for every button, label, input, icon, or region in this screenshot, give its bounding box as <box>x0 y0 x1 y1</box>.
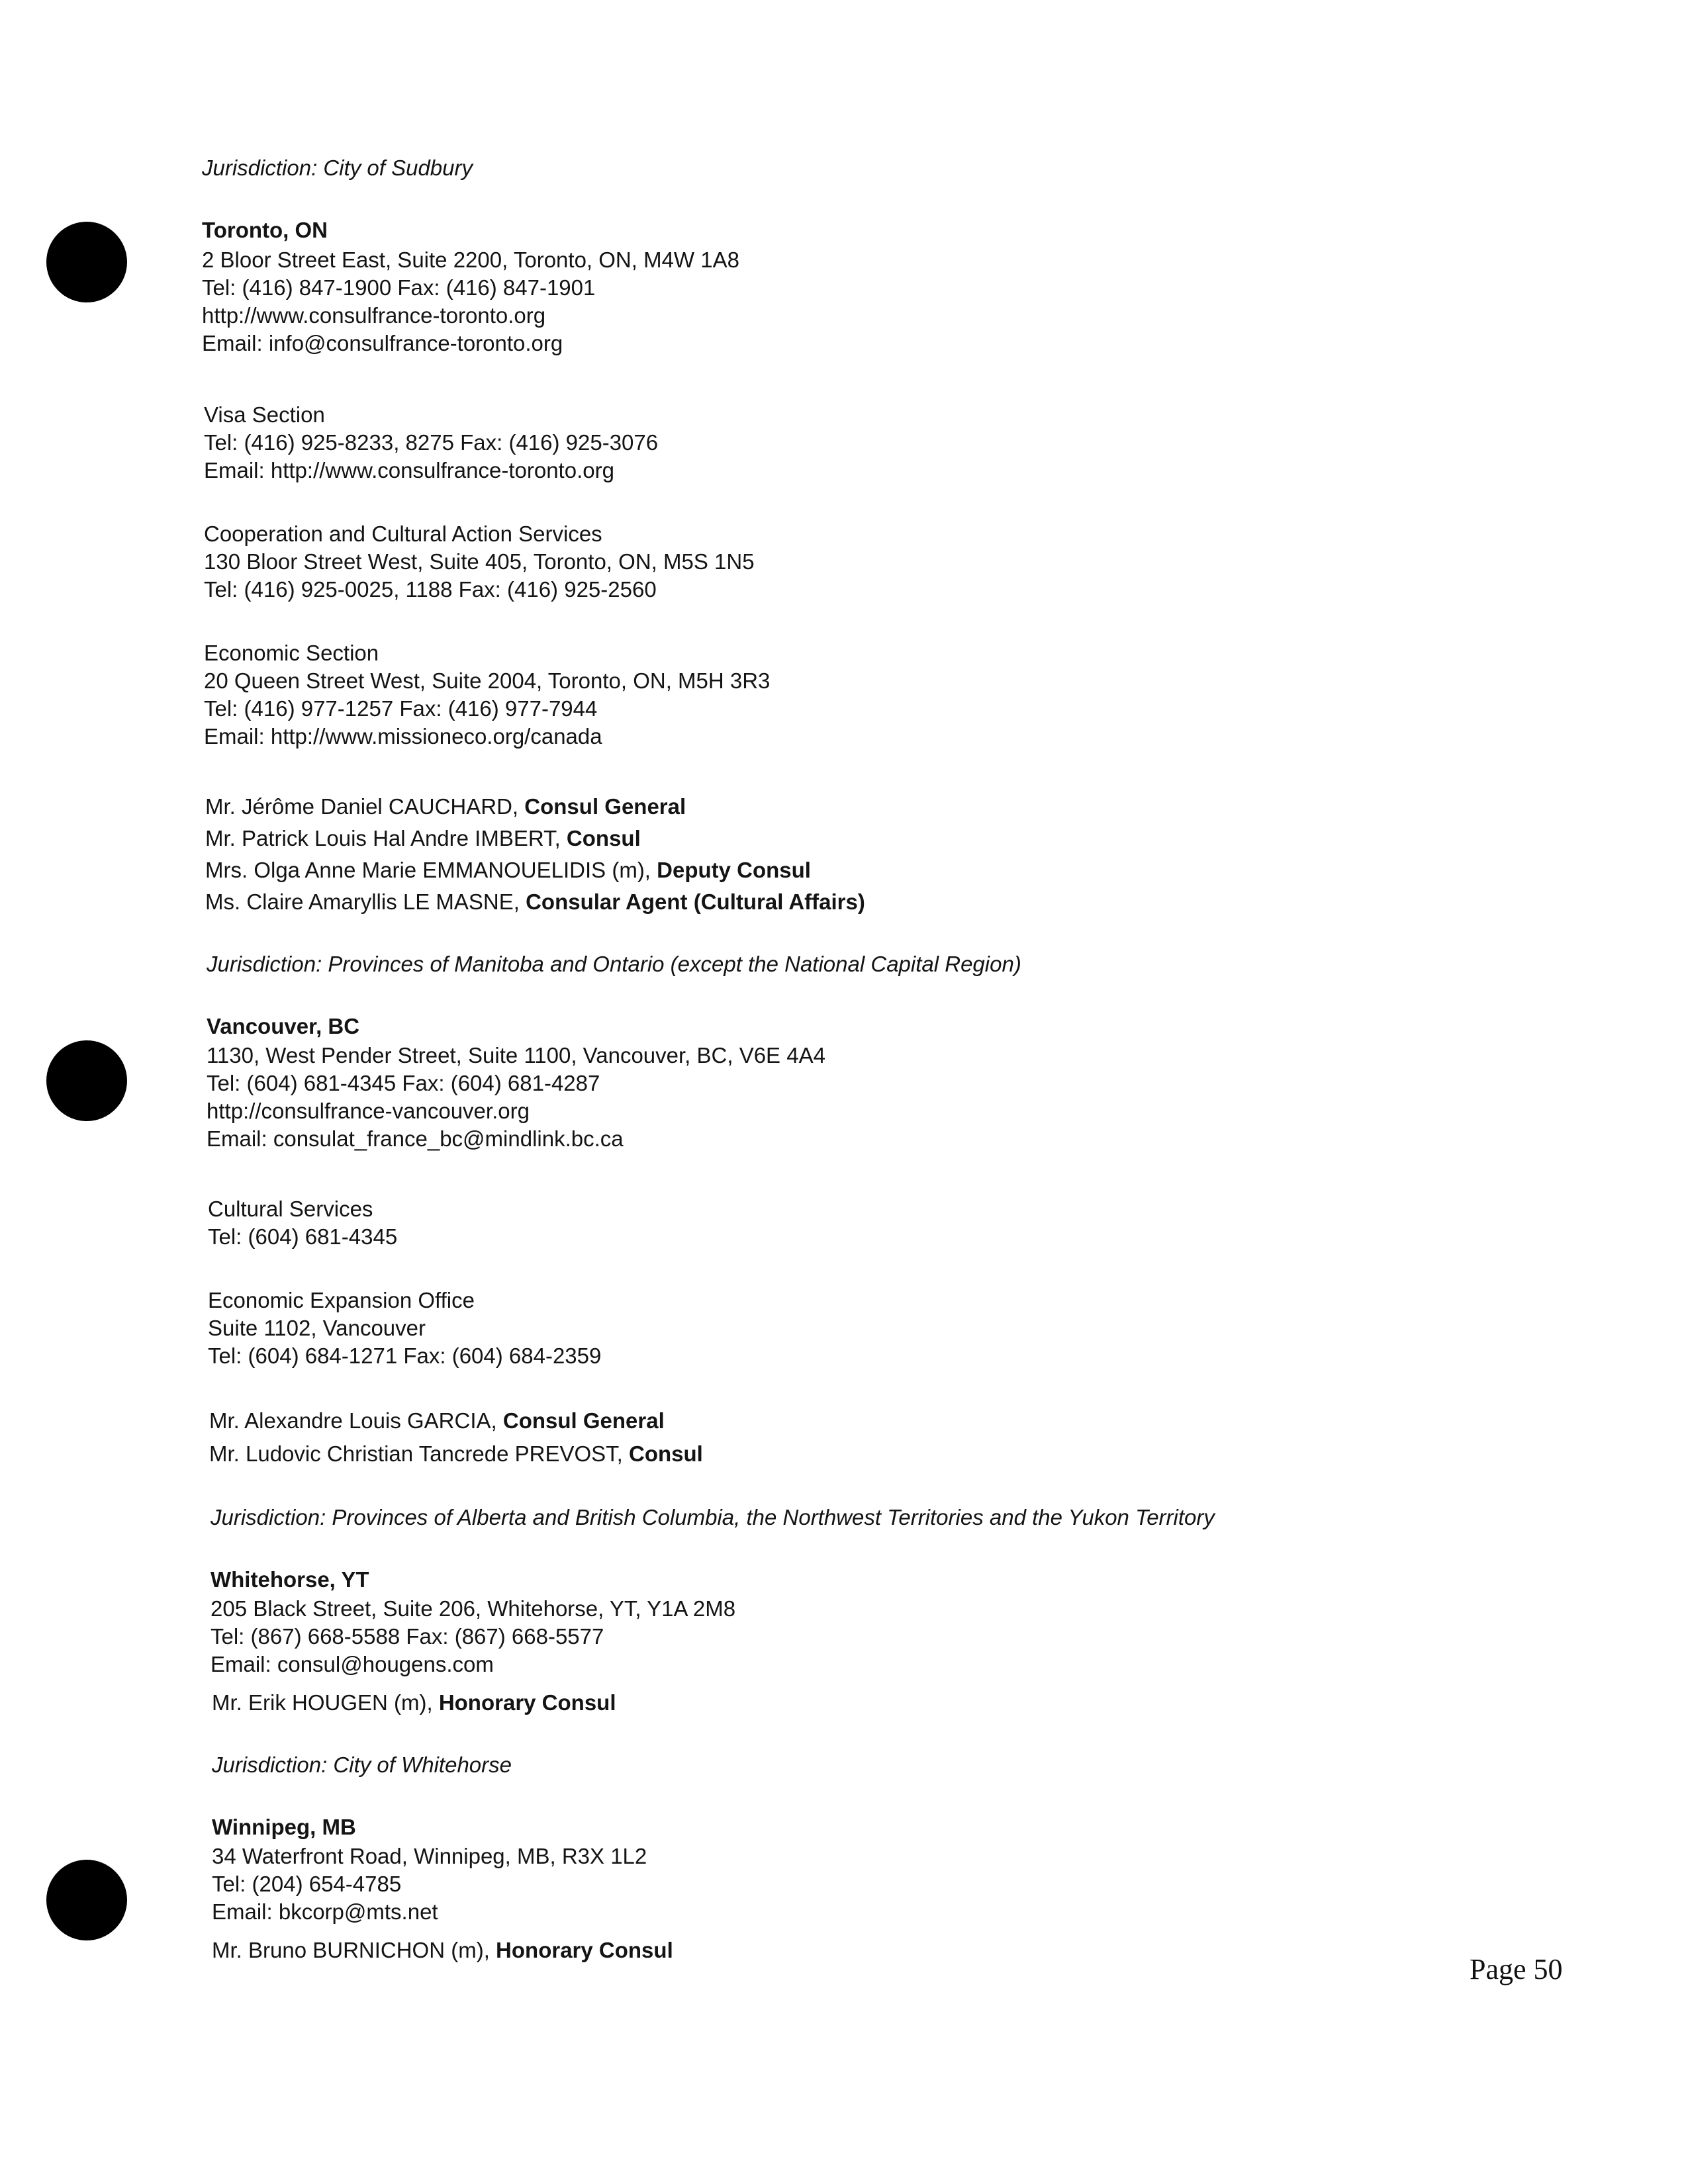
staff-name: Mr. Erik HOUGEN (m), <box>212 1690 439 1715</box>
staff-role: Consular Agent (Cultural Affairs) <box>526 889 865 914</box>
toronto-address: 2 Bloor Street East, Suite 2200, Toronto, ON, M4W 1A8 <box>202 248 739 272</box>
staff-entry <box>205 888 865 916</box>
staff-entry <box>212 1936 673 1964</box>
staff-name: Mr. Jérôme Daniel CAUCHARD, <box>205 794 525 819</box>
toronto-economic-email: Email: http://www.missioneco.org/canada <box>204 724 602 749</box>
staff-name: Mr. Bruno BURNICHON (m), <box>212 1938 496 1962</box>
toronto-visa-tel: Tel: (416) 925-8233, 8275 Fax: (416) 925-3076 <box>204 430 659 455</box>
vancouver-email: Email: consulat_france_bc@mindlink.bc.ca <box>207 1126 624 1151</box>
staff-role: Honorary Consul <box>438 1690 616 1715</box>
jurisdiction-toronto: Jurisdiction: Provinces of Manitoba and Ontario (except the National Capital Region) <box>207 952 1021 976</box>
toronto-coop-address: 130 Bloor Street West, Suite 405, Toronto, ON, M5S 1N5 <box>204 549 755 574</box>
staff-role: Deputy Consul <box>657 858 811 882</box>
staff-role: Consul <box>629 1441 703 1466</box>
staff-name: Mrs. Olga Anne Marie EMMANOUELIDIS (m), <box>205 858 657 882</box>
winnipeg-tel: Tel: (204) 654-4785 <box>212 1872 402 1896</box>
staff-entry <box>209 1407 665 1435</box>
staff-entry <box>205 856 811 884</box>
toronto-email: Email: info@consulfrance-toronto.org <box>202 331 563 355</box>
toronto-economic-tel: Tel: (416) 977-1257 Fax: (416) 977-7944 <box>204 696 598 721</box>
toronto-web: http://www.consulfrance-toronto.org <box>202 303 546 328</box>
vancouver-title: Vancouver, BC <box>207 1014 360 1038</box>
winnipeg-address: 34 Waterfront Road, Winnipeg, MB, R3X 1L2 <box>212 1844 647 1868</box>
staff-name: Mr. Patrick Louis Hal Andre IMBERT, <box>205 826 567 850</box>
jurisdiction-whitehorse: Jurisdiction: City of Whitehorse <box>212 1752 512 1777</box>
toronto-tel: Tel: (416) 847-1900 Fax: (416) 847-1901 <box>202 275 596 300</box>
staff-name: Mr. Ludovic Christian Tancrede PREVOST, <box>209 1441 629 1466</box>
staff-name: Ms. Claire Amaryllis LE MASNE, <box>205 889 526 914</box>
toronto-coop-tel: Tel: (416) 925-0025, 1188 Fax: (416) 925-2560 <box>204 577 657 602</box>
winnipeg-email: Email: bkcorp@mts.net <box>212 1899 438 1924</box>
toronto-title: Toronto, ON <box>202 218 328 242</box>
vancouver-tel: Tel: (604) 681-4345 Fax: (604) 681-4287 <box>207 1071 600 1095</box>
vancouver-cultural-name: Cultural Services <box>208 1197 373 1221</box>
staff-role: Honorary Consul <box>496 1938 673 1962</box>
vancouver-web: http://consulfrance-vancouver.org <box>207 1099 530 1123</box>
winnipeg-title: Winnipeg, MB <box>212 1815 356 1839</box>
whitehorse-address: 205 Black Street, Suite 206, Whitehorse, YT, Y1A 2M8 <box>211 1596 736 1621</box>
toronto-visa-name: Visa Section <box>204 402 325 427</box>
page-number: Page 50 <box>1470 1953 1563 1985</box>
jurisdiction-sudbury: Jurisdiction: City of Sudbury <box>202 156 473 180</box>
vancouver-expansion-tel: Tel: (604) 684-1271 Fax: (604) 684-2359 <box>208 1343 602 1368</box>
jurisdiction-vancouver: Jurisdiction: Provinces of Alberta and British Columbia, the Northwest Territories and the Yukon Territory <box>211 1505 1215 1529</box>
staff-entry <box>209 1440 703 1468</box>
vancouver-expansion-address: Suite 1102, Vancouver <box>208 1316 426 1340</box>
vancouver-expansion-name: Economic Expansion Office <box>208 1288 475 1312</box>
toronto-economic-name: Economic Section <box>204 641 379 665</box>
whitehorse-tel: Tel: (867) 668-5588 Fax: (867) 668-5577 <box>211 1624 604 1649</box>
staff-name: Mr. Alexandre Louis GARCIA, <box>209 1408 503 1433</box>
staff-entry <box>212 1689 616 1717</box>
staff-role: Consul General <box>524 794 686 819</box>
toronto-visa-email: Email: http://www.consulfrance-toronto.org <box>204 458 614 482</box>
vancouver-cultural-tel: Tel: (604) 681-4345 <box>208 1224 398 1249</box>
toronto-economic-address: 20 Queen Street West, Suite 2004, Toronto, ON, M5H 3R3 <box>204 668 771 693</box>
staff-entry <box>205 793 686 821</box>
toronto-coop-name: Cooperation and Cultural Action Services <box>204 522 602 546</box>
staff-entry <box>205 825 641 852</box>
vancouver-address: 1130, West Pender Street, Suite 1100, Vancouver, BC, V6E 4A4 <box>207 1043 825 1068</box>
staff-role: Consul General <box>502 1408 665 1433</box>
whitehorse-email: Email: consul@hougens.com <box>211 1652 494 1676</box>
staff-role: Consul <box>566 826 641 850</box>
whitehorse-title: Whitehorse, YT <box>211 1567 369 1592</box>
